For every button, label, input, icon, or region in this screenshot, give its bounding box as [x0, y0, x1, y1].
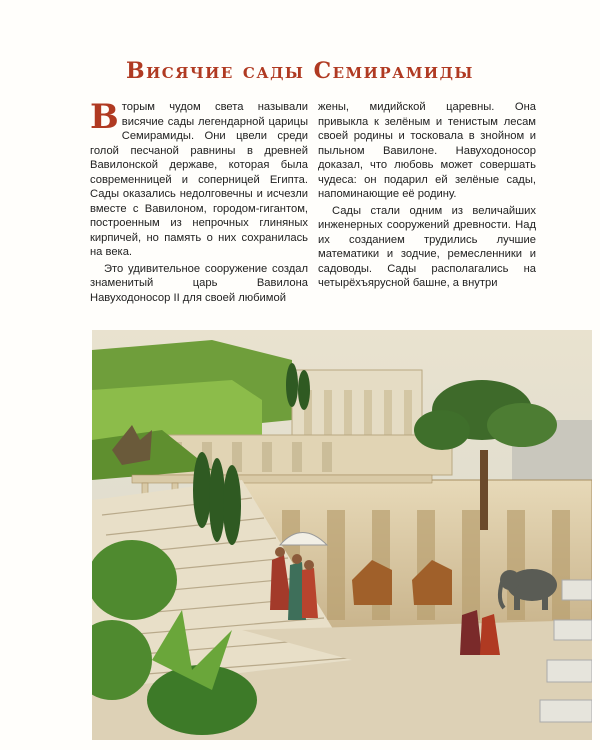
paragraph-text: торым чудом света называли висячие сады легендарной царицы Семирамиды. Они цвели среди голой песчаной равнины в древней Вавилонской державе, которая была современницей и соперницей Египта. Сады оказались недолговечны и исчезли вместе с Вавилоном, городом-гигантом, построенным из непрочных глиняных кирпичей, но память о них сохранилась на века. — [90, 101, 308, 258]
paragraph: Это удивительное сооружение создал знаменитый царь Вавилона Навуходоносор II для своей любимой — [90, 262, 308, 304]
hanging-gardens-illustration — [92, 330, 592, 740]
paragraph — [90, 97, 308, 260]
text-column-right — [318, 100, 536, 291]
drop-cap: В — [90, 97, 119, 137]
page-title: Висячие сады Семирамиды — [126, 58, 474, 84]
paragraph: Сады стали одним из величайших инженерных сооружений древности. Над их созданием трудились лучшие математики и зодчие, ремесленники и садоводы. Сады располагались на четырёхъярусной башне, а внутри — [318, 204, 536, 289]
paragraph: жены, мидийской царевны. Она привыкла к зелёным и тенистым лесам своей родины и тосковала в знойном и пыльном Вавилоне. Навуходоносор доказал, что любовь может совершать чудеса: он подарил ей зелёные сады, напоминающие её родину. — [318, 101, 536, 200]
text-column-left — [90, 97, 308, 305]
